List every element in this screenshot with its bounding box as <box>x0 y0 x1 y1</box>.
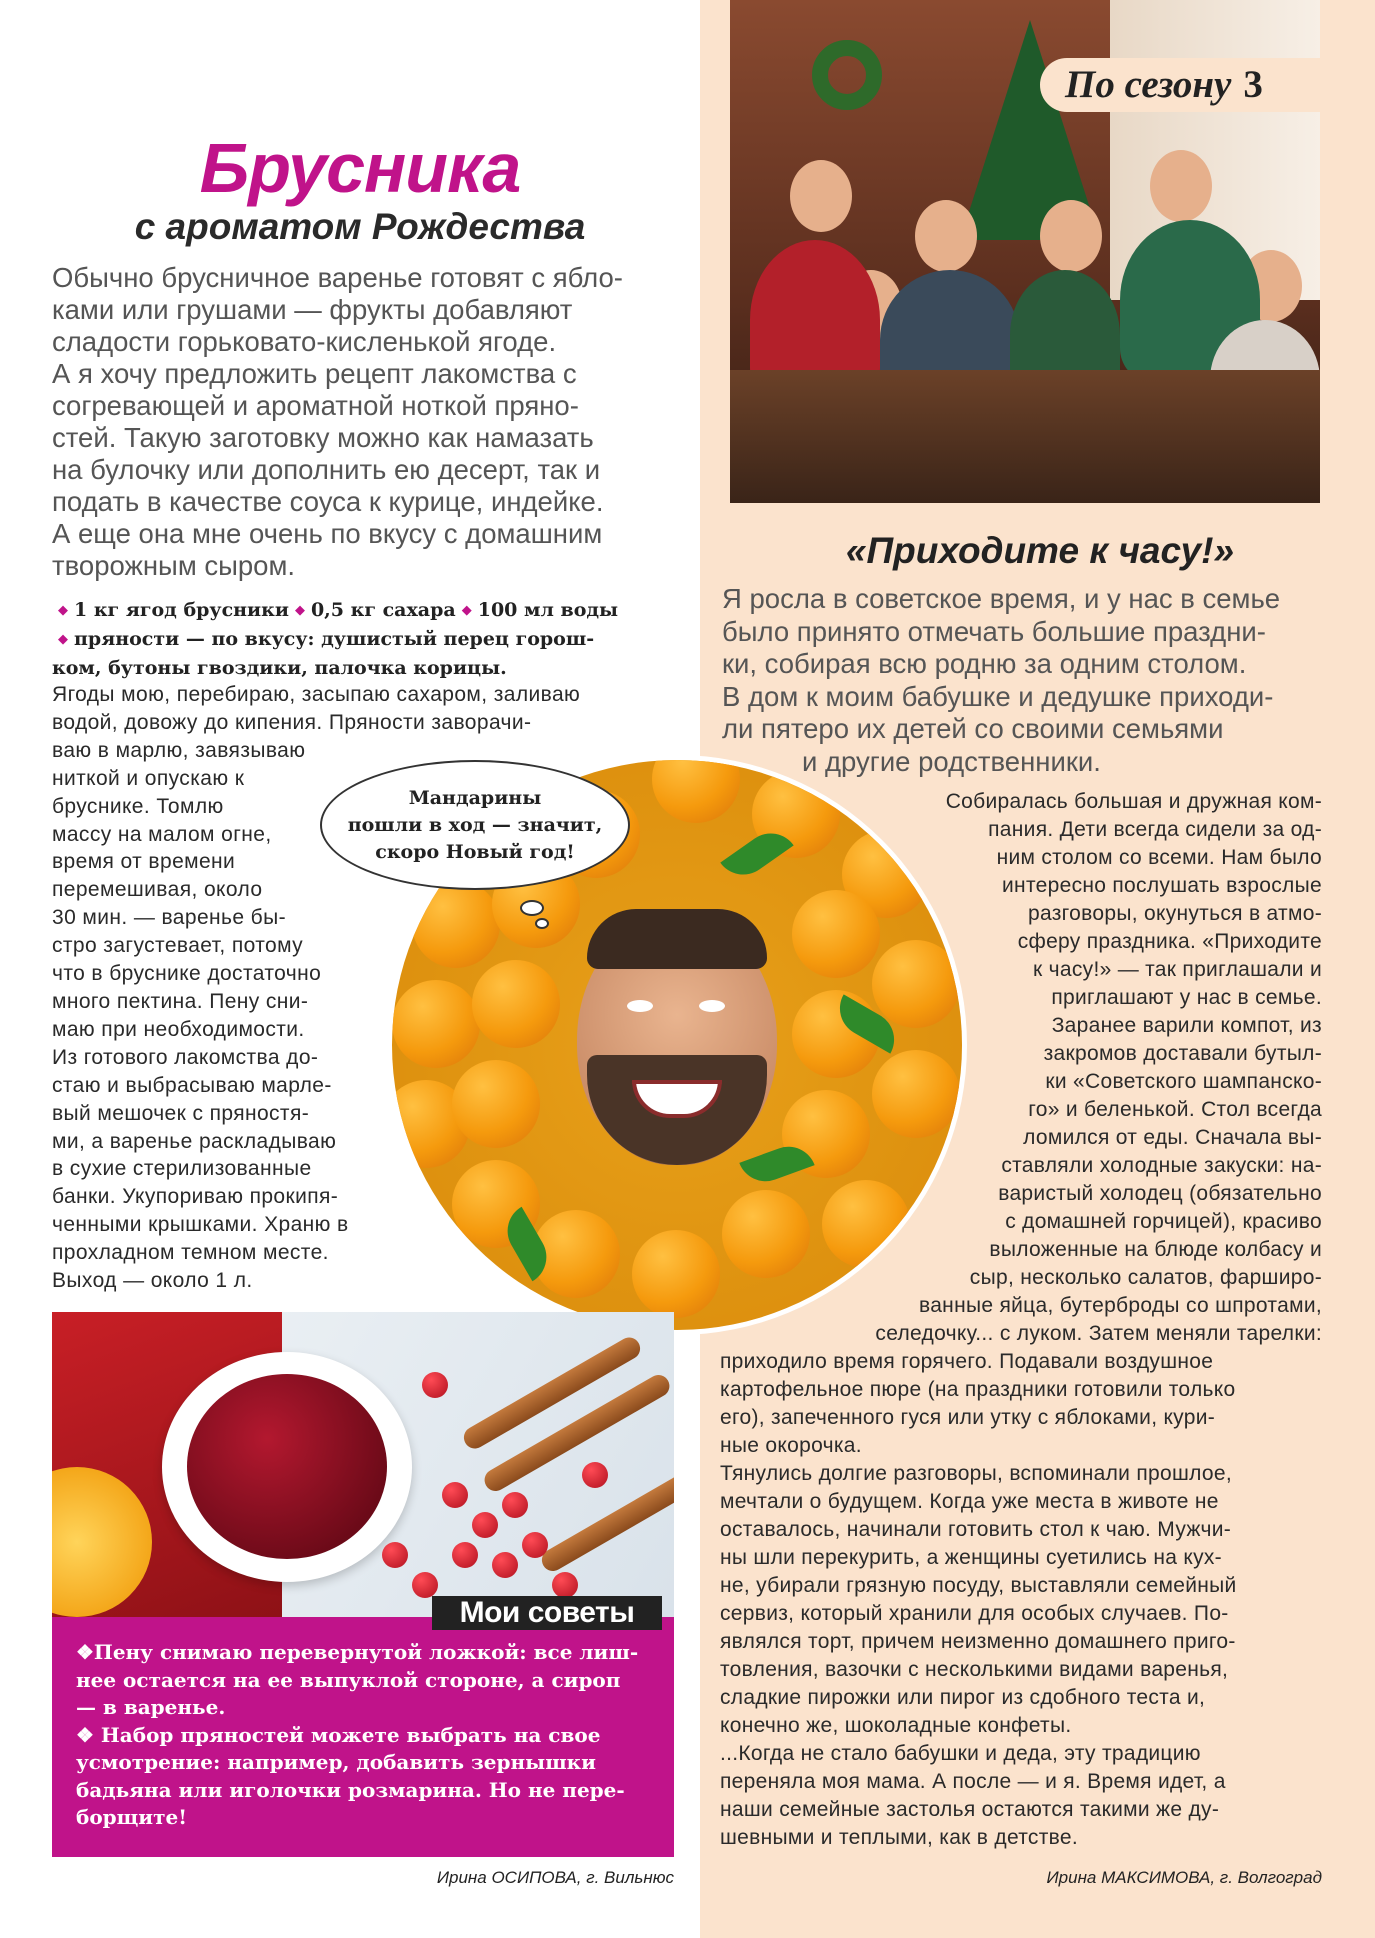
body-line: переняла моя мама. А после — и я. Время идет, а <box>720 1770 1226 1793</box>
body-line: ...Когда не стало бабушки и деда, эту традицию <box>720 1742 1201 1765</box>
tangerine <box>392 980 480 1068</box>
tip-line: нее остается на ее выпуклой стороне, а сироп <box>76 1667 621 1692</box>
tangerine <box>452 1060 540 1148</box>
tip-line: борщите! <box>76 1805 188 1829</box>
bubble-line: пошли в ход — значит, <box>347 813 603 836</box>
right-article-body <box>720 788 1322 1852</box>
ingredients-row-3: ком, бутоны гвоздики, палочка корицы. <box>52 657 507 679</box>
tips-heading: Мои советы <box>432 1596 662 1630</box>
body-line: селедочку... с луком. Затем меняли тарелки: <box>875 1322 1322 1345</box>
method-line: ченными крышками. Храню в <box>52 1213 349 1237</box>
body-line: сферу праздника. «Приходите <box>1017 930 1322 953</box>
bullet-diamond-icon: ◆ <box>58 603 68 618</box>
right-article-intro <box>722 583 1362 778</box>
method-line: время от времени <box>52 850 236 874</box>
body-line: ные окорочка. <box>720 1434 862 1457</box>
cranberry <box>452 1542 478 1568</box>
intro-line: на булочку или дополнить ею десерт, так и <box>52 454 601 485</box>
body-line: разговоры, окунуться в атмо- <box>1028 902 1322 925</box>
body-line: ним столом со всеми. Нам было <box>996 846 1322 869</box>
tangerine <box>412 880 500 968</box>
tip-line: ❖Пену снимаю перевернутой ложкой: все лиш- <box>76 1640 639 1664</box>
cranberry <box>492 1552 518 1578</box>
cranberry <box>552 1572 578 1598</box>
body-line: не, убирали грязную посуду, выставляли семейный <box>720 1574 1237 1597</box>
body-line: сервиз, который хранили для особых случаев. По- <box>720 1602 1229 1625</box>
method-line: стаю и выбрасываю марле- <box>52 1073 332 1097</box>
body-line: варистый холодец (обязательно <box>998 1182 1322 1205</box>
intro-line: В дом к моим бабушке и дедушке приходи- <box>722 680 1274 712</box>
jam <box>187 1374 387 1559</box>
intro-line: ки, собирая всю родню за одним столом. <box>722 648 1247 679</box>
body-line: ломился от еды. Сначала вы- <box>1023 1126 1322 1149</box>
method-line: маю при необходимости. <box>52 1017 305 1041</box>
speech-bubble <box>320 760 630 890</box>
method-line: 30 мин. — варенье бы- <box>52 906 286 930</box>
bullet-diamond-icon: ◆ <box>58 632 68 647</box>
body-line: являлся торт, причем неизменно домашнего приго- <box>720 1630 1236 1653</box>
ingredients-list <box>52 596 682 682</box>
intro-line: ли пятеро их детей со своими семьями <box>722 713 1224 744</box>
person-head <box>790 160 852 232</box>
body-line: картофельное пюре (на праздники готовили только <box>720 1378 1236 1401</box>
author-signature-left: Ирина ОСИПОВА, г. Вильнюс <box>436 1868 674 1887</box>
intro-line: Я росла в советское время, и у нас в семье <box>722 583 1281 614</box>
cranberry <box>472 1512 498 1538</box>
method-line: Выход — около 1 л. <box>52 1269 253 1293</box>
cranberry <box>442 1482 468 1508</box>
body-line: с домашней горчицей), красиво <box>1005 1210 1322 1233</box>
bubble-tail <box>535 918 549 929</box>
method-line: в сухие стерилизованные <box>52 1157 312 1181</box>
body-line: наши семейные застолья остаются такими же ду- <box>720 1798 1220 1821</box>
bubble-line: Мандарины <box>408 786 542 809</box>
method-line: много пектина. Пену сни- <box>52 989 309 1013</box>
cranberry-jam-photo <box>52 1312 674 1617</box>
body-line: к часу!» — так приглашали и <box>1033 958 1322 981</box>
tip-line: ❖ Набор пряностей можете выбрать на свое <box>76 1722 601 1747</box>
bubble-tail <box>520 900 544 916</box>
intro-line: ками или грушами — фрукты добавляют <box>52 294 573 325</box>
tips-box <box>52 1617 674 1857</box>
person-head <box>1150 150 1212 222</box>
tangerine <box>472 960 560 1048</box>
section-tag-label: По сезону <box>1065 63 1232 106</box>
ingredient-spices: пряности — по вкусу: душистый перец горош- <box>74 628 595 650</box>
intro-line: подать в качестве соуса к курице, индейке. <box>52 486 604 517</box>
body-line: приходило время горячего. Подавали воздушное <box>720 1350 1214 1373</box>
method-line: бруснике. Томлю <box>52 794 224 818</box>
method-line: массу на малом огне, <box>52 822 272 846</box>
cranberry <box>522 1532 548 1558</box>
intro-line: было принято отмечать большие праздни- <box>722 615 1266 647</box>
method-line: стро загустевает, потому <box>52 934 304 958</box>
bullet-diamond-icon: ◆ <box>294 603 305 618</box>
body-line: выложенные на блюде колбасу и <box>989 1238 1322 1261</box>
method-line: Ягоды мою, перебираю, засыпаю сахаром, заливаю <box>52 683 581 706</box>
method-line: ваю в марлю, завязываю <box>52 738 306 762</box>
ingredient-water: 100 мл воды <box>477 599 619 621</box>
method-line: вый мешочек с пряностя- <box>52 1101 310 1125</box>
ingredient-berries: 1 кг ягод брусники <box>74 599 289 621</box>
body-line: оставалось, начинали готовить стол к чаю. Мужчи- <box>720 1518 1232 1541</box>
intro-line: творожным сыром. <box>52 550 296 581</box>
body-line: мечтали о будущем. Когда уже места в животе не <box>720 1490 1219 1513</box>
intro-line: сладости горьковато-кисленькой ягоде. <box>52 326 557 357</box>
body-line: шевными и теплыми, как в детстве. <box>720 1826 1078 1849</box>
cranberry <box>412 1572 438 1598</box>
body-line: Собиралась большая и дружная ком- <box>945 790 1322 813</box>
body-line: ны шли перекурить, а женщины суетились на кух- <box>720 1546 1222 1569</box>
method-line: банки. Укупориваю прокипя- <box>52 1185 339 1209</box>
body-line: сыр, несколько салатов, фарширо- <box>969 1266 1322 1289</box>
section-tag <box>1065 58 1263 112</box>
bubble-line: скоро Новый год! <box>375 840 575 863</box>
method-line: ми, а варенье раскладываю <box>52 1129 337 1153</box>
body-line: интересно послушать взрослые <box>1002 874 1322 897</box>
cranberry <box>422 1372 448 1398</box>
body-line: товления, вазочки с несколькими видами варенья, <box>720 1658 1229 1681</box>
ingredients-row-2 <box>52 625 682 654</box>
body-line: ставляли холодные закуски: на- <box>1001 1154 1322 1177</box>
cranberry <box>502 1492 528 1518</box>
body-line: ванные яйца, бутерброды со шпротами, <box>918 1294 1322 1317</box>
tip-line: бадьяна или иголочки розмарина. Но не пере- <box>76 1777 625 1802</box>
page-number: 3 <box>1243 63 1263 106</box>
body-line: приглашают у нас в семье. <box>1051 986 1322 1009</box>
intro-line: стей. Такую заготовку можно как намазать <box>52 422 594 453</box>
cranberry <box>582 1462 608 1488</box>
method-line: ниткой и опускаю к <box>52 766 245 790</box>
method-line: что в бруснике достаточно <box>52 962 322 986</box>
tip-line: усмотрение: например, добавить зернышки <box>76 1750 596 1774</box>
ingredient-sugar: 0,5 кг сахара <box>310 599 456 621</box>
intro-line: Обычно брусничное варенье готовят с ябло- <box>52 262 623 293</box>
body-line: конечно же, шоколадные конфеты. <box>720 1714 1072 1737</box>
tangerine <box>632 1230 720 1318</box>
tip-line: — в варенье. <box>76 1695 226 1719</box>
intro-line: А я хочу предложить рецепт лакомства с <box>52 358 577 389</box>
body-line: сладкие пирожки или пирог из сдобного теста и, <box>720 1686 1206 1709</box>
body-line: Заранее варили компот, из <box>1051 1014 1322 1037</box>
body-line: ки «Советского шампанско- <box>1045 1070 1322 1093</box>
body-line: пания. Дети всегда сидели за од- <box>988 818 1322 841</box>
author-signature-right: Ирина МАКСИМОВА, г. Волгоград <box>1046 1868 1322 1887</box>
person-head <box>1040 200 1102 272</box>
article-subtitle: с ароматом Рождества <box>134 206 586 247</box>
cranberry <box>382 1542 408 1568</box>
person-head <box>915 200 977 272</box>
article-title: Брусника <box>199 129 521 207</box>
intro-line: и другие родственники. <box>802 745 1101 777</box>
right-article-title: «Приходите к часу!» <box>845 530 1235 571</box>
intro-line: согревающей и ароматной ноткой пряно- <box>52 390 579 421</box>
method-line: Из готового лакомства до- <box>52 1045 319 1069</box>
body-line: го» и беленькой. Стол всегда <box>1028 1098 1322 1121</box>
cinnamon-stick <box>538 1471 674 1575</box>
method-line: водой, довожу до кипения. Пряности заворачи- <box>52 710 532 734</box>
method-line: перемешивая, около <box>52 878 263 902</box>
eye <box>627 1000 653 1012</box>
body-line: его), запеченного гуся или утку с яблоками, кури- <box>720 1406 1216 1429</box>
intro-line: А еще она мне очень по вкусу с домашним <box>52 518 603 549</box>
wreath <box>812 40 882 110</box>
body-line: закромов доставали бутыл- <box>1043 1042 1322 1065</box>
method-line: прохладном темном месте. <box>52 1241 329 1265</box>
ingredients-row-1 <box>52 596 682 625</box>
festive-table <box>730 370 1320 503</box>
bullet-diamond-icon: ◆ <box>461 603 472 618</box>
article-intro <box>52 262 682 582</box>
body-line: Тянулись долгие разговоры, вспоминали прошлое, <box>720 1462 1233 1485</box>
